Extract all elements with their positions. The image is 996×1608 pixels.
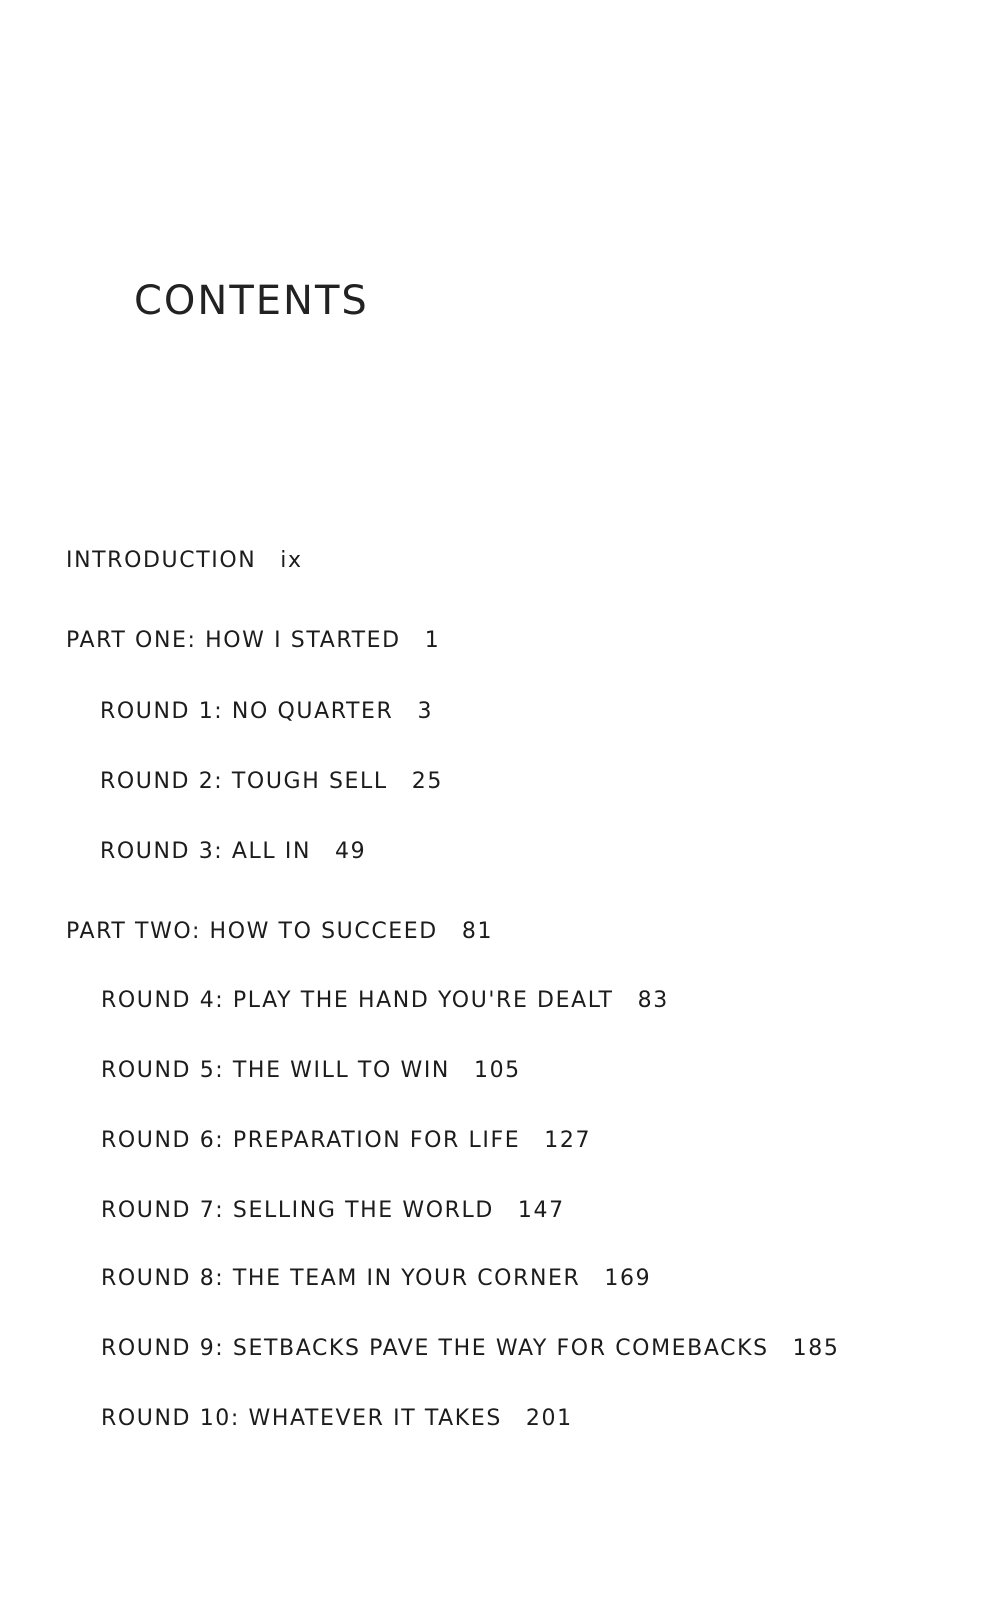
toc-entry-label: ROUND 7: SELLING THE WORLD: [101, 1198, 494, 1223]
toc-entry-label: ROUND 8: THE TEAM IN YOUR CORNER: [101, 1266, 581, 1291]
toc-entry-label: ROUND 9: SETBACKS PAVE THE WAY FOR COMEBACKS: [101, 1336, 769, 1361]
toc-entry-page: 147: [517, 1198, 565, 1223]
toc-entry-round-8: [101, 1266, 651, 1291]
toc-entry-round-1: [100, 699, 433, 724]
toc-entry-round-4: [101, 988, 669, 1013]
toc-entry-page: 127: [544, 1128, 592, 1153]
toc-entry-page: 3: [417, 699, 434, 724]
toc-entry-page: 1: [424, 628, 441, 653]
toc-entry-page: 81: [461, 919, 494, 944]
toc-entry-label: PART TWO: HOW TO SUCCEED: [66, 919, 438, 944]
toc-entry-page: 201: [525, 1406, 573, 1431]
page-title: CONTENTS: [134, 278, 369, 324]
toc-entry-label: ROUND 2: TOUGH SELL: [100, 769, 388, 794]
toc-entry-page: ix: [280, 548, 303, 573]
toc-entry-label: ROUND 4: PLAY THE HAND YOU'RE DEALT: [101, 988, 614, 1013]
toc-entry-round-10: [101, 1406, 573, 1431]
toc-entry-page: 83: [637, 988, 669, 1013]
toc-entry-label: ROUND 1: NO QUARTER: [100, 699, 394, 724]
toc-entry-round-9: [101, 1336, 839, 1361]
toc-entry-label: ROUND 6: PREPARATION FOR LIFE: [101, 1128, 521, 1153]
toc-entry-page: 185: [792, 1336, 840, 1361]
toc-entry-label: ROUND 3: ALL IN: [100, 839, 311, 864]
toc-entry-page: 49: [335, 839, 367, 864]
toc-entry-label: INTRODUCTION: [66, 548, 257, 573]
toc-entry-page: 169: [604, 1266, 652, 1291]
toc-entry-label: PART ONE: HOW I STARTED: [66, 628, 401, 653]
toc-entry-part-one: [66, 628, 440, 653]
toc-entry-label: ROUND 5: THE WILL TO WIN: [101, 1058, 450, 1083]
toc-entry-round-5: [101, 1058, 521, 1083]
toc-entry-round-6: [101, 1128, 591, 1153]
toc-entry-page: 25: [411, 769, 443, 794]
toc-entry-label: ROUND 10: WHATEVER IT TAKES: [101, 1406, 502, 1431]
toc-entry-round-7: [101, 1198, 565, 1223]
toc-entry-part-two: [66, 919, 493, 944]
toc-entry-round-2: [100, 769, 443, 794]
toc-entry-introduction: [66, 548, 303, 573]
toc-entry-page: 105: [473, 1058, 521, 1083]
toc-entry-round-3: [100, 839, 366, 864]
